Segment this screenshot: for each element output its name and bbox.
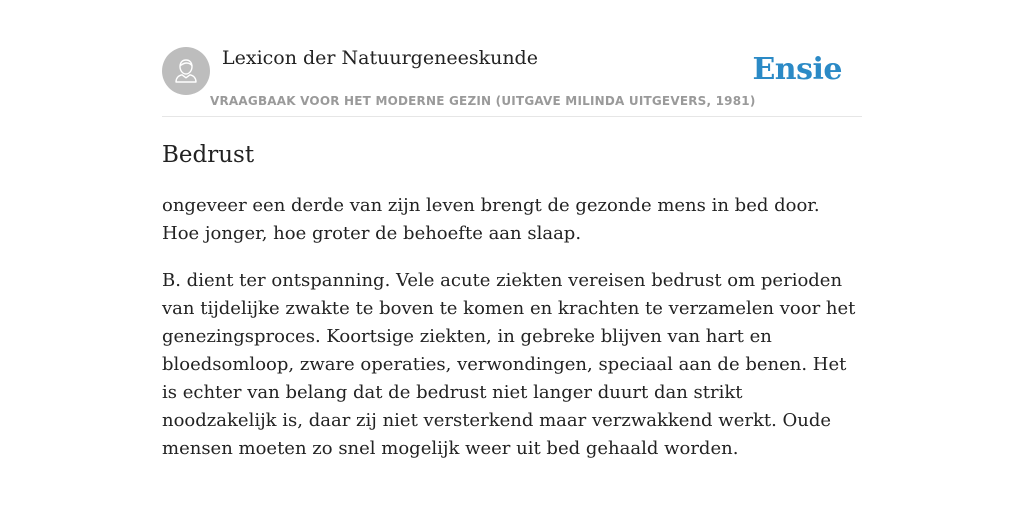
avatar[interactable] [162,47,210,95]
user-silhouette-icon [162,47,210,95]
article-body [162,192,862,482]
source-header [162,0,862,117]
article-paragraph: B. dient ter ontspanning. Vele acute ziekten vereisen bedrust om perioden van tijdelijke zwakte te boven te komen en krachten te verzamelen voor het genezingsproces. Koortsige ziekten, in gebreke blijven van hart en bloedsomloop, zware operaties, verwondingen, speciaal aan de benen. Het is echter van belang dat de bedrust niet langer duurt dan strikt noodzakelijk is, daar zij niet versterkend maar verzwakkend werkt. Oude mensen moeten zo snel mogelijk weer uit bed gehaald worden. [162,270,856,459]
source-subtitle: VRAAGBAAK VOOR HET MODERNE GEZIN (UITGAVE MILINDA UITGEVERS, 1981) [210,94,756,108]
source-title[interactable]: Lexicon der Natuurgeneeskunde [222,47,538,69]
article-paragraph: ongeveer een derde van zijn leven brengt de gezonde mens in bed door. Hoe jonger, hoe groter de behoefte aan slaap. [162,195,820,244]
term-title: Bedrust [162,142,255,168]
ensie-logo[interactable]: Ensie [752,52,842,87]
entry-card [162,0,862,459]
